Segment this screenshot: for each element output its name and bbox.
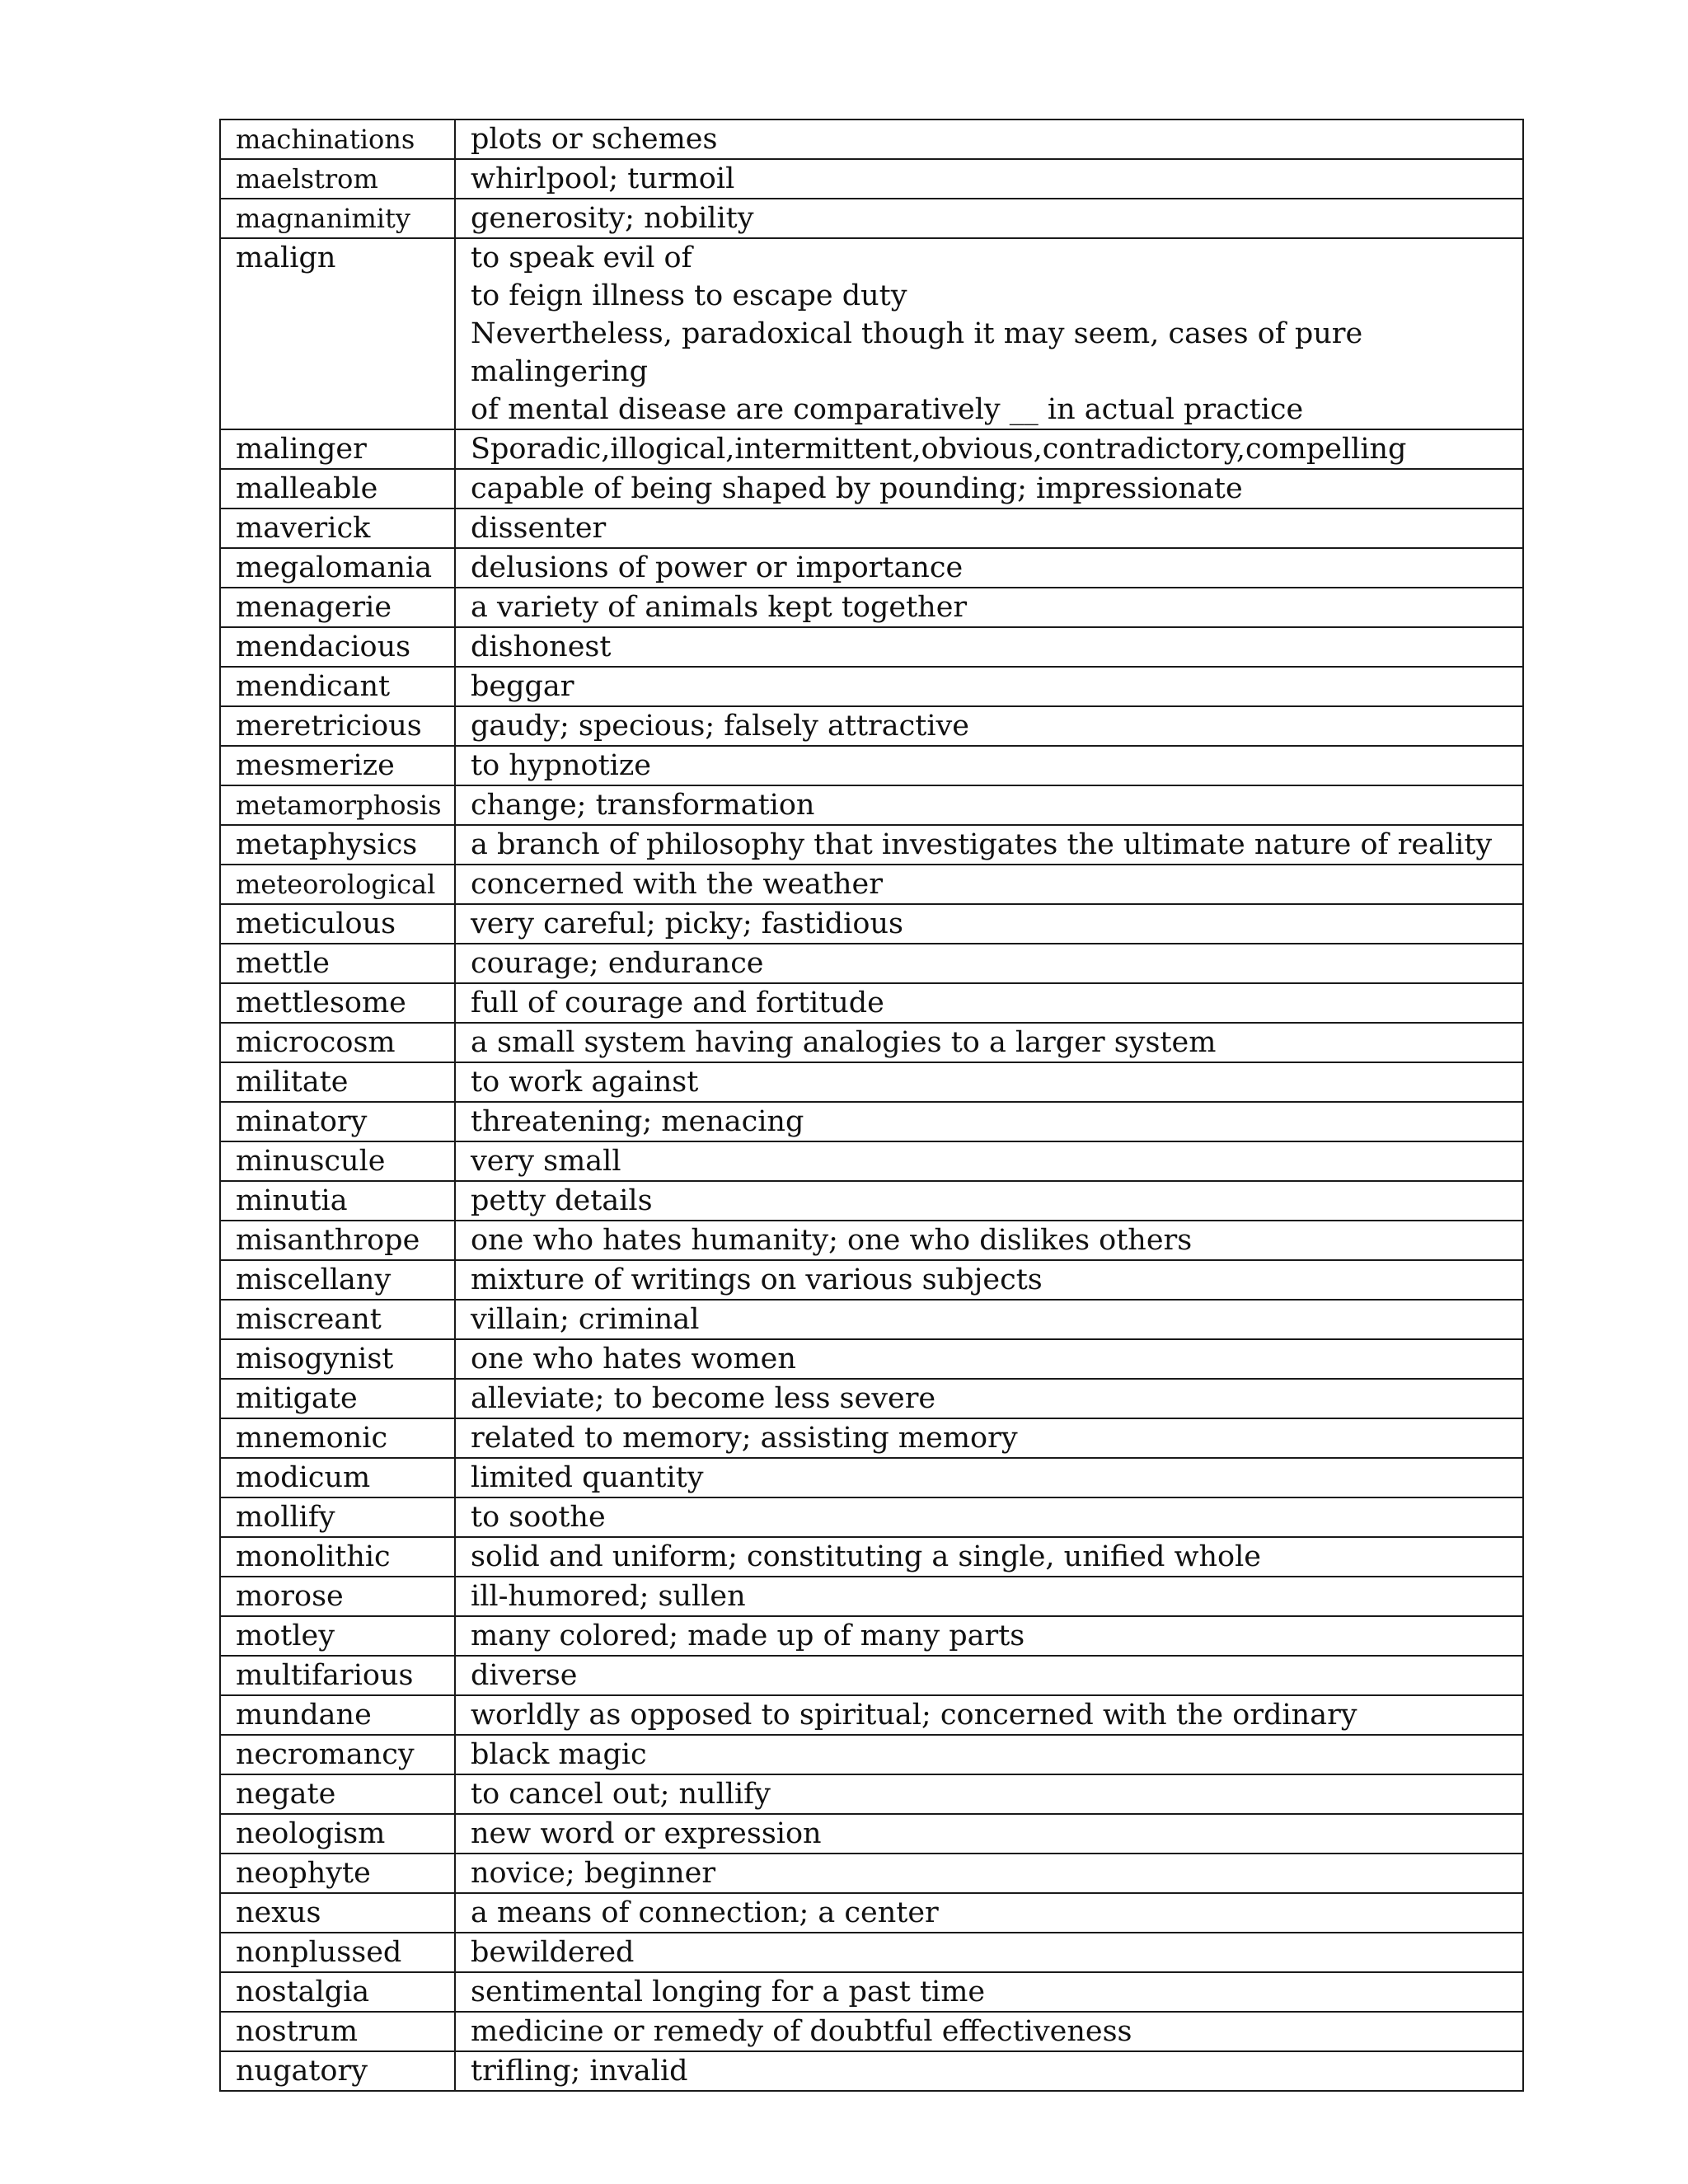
term-cell: menagerie bbox=[220, 588, 455, 627]
definition-cell: sentimental longing for a past time bbox=[455, 1972, 1523, 2012]
term-cell: misanthrope bbox=[220, 1221, 455, 1260]
definition-cell: one who hates women bbox=[455, 1339, 1523, 1379]
term-cell: motley bbox=[220, 1616, 455, 1656]
definition-line: to feign illness to escape duty bbox=[471, 279, 907, 312]
table-row bbox=[220, 1339, 1523, 1379]
term-cell: meteorological bbox=[220, 865, 455, 904]
definition-cell: full of courage and fortitude bbox=[455, 983, 1523, 1023]
table-row bbox=[220, 944, 1523, 983]
term-cell: mettlesome bbox=[220, 983, 455, 1023]
table-row bbox=[220, 983, 1523, 1023]
table-row bbox=[220, 1379, 1523, 1418]
table-row bbox=[220, 2051, 1523, 2091]
table-row bbox=[220, 1260, 1523, 1300]
definition-cell: petty details bbox=[455, 1181, 1523, 1221]
definition-cell: a means of connection; a center bbox=[455, 1893, 1523, 1933]
table-row bbox=[220, 469, 1523, 509]
table-row bbox=[220, 1616, 1523, 1656]
definition-cell: limited quantity bbox=[455, 1458, 1523, 1497]
table-row bbox=[220, 1656, 1523, 1695]
definition-cell: bewildered bbox=[455, 1933, 1523, 1972]
table-row bbox=[220, 1854, 1523, 1893]
table-row bbox=[220, 1102, 1523, 1141]
table-row bbox=[220, 1893, 1523, 1933]
term-cell: morose bbox=[220, 1577, 455, 1616]
definition-cell: villain; criminal bbox=[455, 1300, 1523, 1339]
term-cell: mesmerize bbox=[220, 746, 455, 785]
term-cell: mnemonic bbox=[220, 1418, 455, 1458]
definition-cell: capable of being shaped by pounding; impressionate bbox=[455, 469, 1523, 509]
definition-cell: threatening; menacing bbox=[455, 1102, 1523, 1141]
table-row bbox=[220, 785, 1523, 825]
definition-line: to speak evil of bbox=[471, 241, 692, 274]
term-cell: nostrum bbox=[220, 2012, 455, 2051]
term-cell: mitigate bbox=[220, 1379, 455, 1418]
definition-cell: one who hates humanity; one who dislikes others bbox=[455, 1221, 1523, 1260]
table-row bbox=[220, 1141, 1523, 1181]
definition-cell: courage; endurance bbox=[455, 944, 1523, 983]
term-cell: mundane bbox=[220, 1695, 455, 1735]
term-cell: monolithic bbox=[220, 1537, 455, 1577]
definition-cell: change; transformation bbox=[455, 785, 1523, 825]
definition-cell: to hypnotize bbox=[455, 746, 1523, 785]
definition-cell: related to memory; assisting memory bbox=[455, 1418, 1523, 1458]
term-cell: malinger bbox=[220, 429, 455, 469]
definition-cell: whirlpool; turmoil bbox=[455, 159, 1523, 199]
definition-cell: a branch of philosophy that investigates the ultimate nature of reality bbox=[455, 825, 1523, 865]
term-cell: misogynist bbox=[220, 1339, 455, 1379]
term-cell: malign bbox=[220, 238, 455, 429]
term-cell: minutia bbox=[220, 1181, 455, 1221]
definition-cell: a small system having analogies to a larger system bbox=[455, 1023, 1523, 1062]
term-cell: mollify bbox=[220, 1497, 455, 1537]
table-row bbox=[220, 1023, 1523, 1062]
table-row bbox=[220, 865, 1523, 904]
definition-cell: mixture of writings on various subjects bbox=[455, 1260, 1523, 1300]
definition-cell bbox=[455, 238, 1523, 429]
table-row bbox=[220, 904, 1523, 944]
term-cell: magnanimity bbox=[220, 199, 455, 238]
definition-cell: concerned with the weather bbox=[455, 865, 1523, 904]
term-cell: metaphysics bbox=[220, 825, 455, 865]
table-row bbox=[220, 1497, 1523, 1537]
term-cell: maelstrom bbox=[220, 159, 455, 199]
definition-cell: generosity; nobility bbox=[455, 199, 1523, 238]
definition-line: Nevertheless, paradoxical though it may seem, cases of pure malingering bbox=[471, 317, 1363, 388]
definition-cell: new word or expression bbox=[455, 1814, 1523, 1854]
definition-cell: novice; beginner bbox=[455, 1854, 1523, 1893]
definition-cell: many colored; made up of many parts bbox=[455, 1616, 1523, 1656]
definition-cell: worldly as opposed to spiritual; concerned with the ordinary bbox=[455, 1695, 1523, 1735]
table-row bbox=[220, 1577, 1523, 1616]
term-cell: nonplussed bbox=[220, 1933, 455, 1972]
table-row bbox=[220, 706, 1523, 746]
table-row bbox=[220, 1537, 1523, 1577]
table-row bbox=[220, 159, 1523, 199]
term-cell: meticulous bbox=[220, 904, 455, 944]
vocabulary-table bbox=[219, 119, 1524, 2092]
table-row bbox=[220, 199, 1523, 238]
term-cell: megalomania bbox=[220, 548, 455, 588]
term-cell: nugatory bbox=[220, 2051, 455, 2091]
term-cell: mendicant bbox=[220, 667, 455, 706]
vocabulary-rows bbox=[220, 120, 1523, 2091]
table-row bbox=[220, 1735, 1523, 1774]
table-row bbox=[220, 120, 1523, 159]
table-row bbox=[220, 238, 1523, 429]
term-cell: minuscule bbox=[220, 1141, 455, 1181]
term-cell: mettle bbox=[220, 944, 455, 983]
table-row bbox=[220, 627, 1523, 667]
table-row bbox=[220, 1300, 1523, 1339]
definition-cell: black magic bbox=[455, 1735, 1523, 1774]
term-cell: microcosm bbox=[220, 1023, 455, 1062]
table-row bbox=[220, 429, 1523, 469]
table-row bbox=[220, 825, 1523, 865]
term-cell: metamorphosis bbox=[220, 785, 455, 825]
term-cell: mendacious bbox=[220, 627, 455, 667]
definition-cell: very small bbox=[455, 1141, 1523, 1181]
definition-cell: diverse bbox=[455, 1656, 1523, 1695]
table-row bbox=[220, 1774, 1523, 1814]
definition-cell: Sporadic,illogical,intermittent,obvious,contradictory,compelling bbox=[455, 429, 1523, 469]
term-cell: miscreant bbox=[220, 1300, 455, 1339]
table-row bbox=[220, 509, 1523, 548]
definition-cell: dishonest bbox=[455, 627, 1523, 667]
table-row bbox=[220, 746, 1523, 785]
definition-cell: beggar bbox=[455, 667, 1523, 706]
definition-cell: a variety of animals kept together bbox=[455, 588, 1523, 627]
term-cell: meretricious bbox=[220, 706, 455, 746]
term-cell: minatory bbox=[220, 1102, 455, 1141]
definition-cell: medicine or remedy of doubtful effectiveness bbox=[455, 2012, 1523, 2051]
table-row bbox=[220, 1221, 1523, 1260]
table-row bbox=[220, 1972, 1523, 2012]
term-cell: multifarious bbox=[220, 1656, 455, 1695]
definition-cell: delusions of power or importance bbox=[455, 548, 1523, 588]
definition-cell: plots or schemes bbox=[455, 120, 1523, 159]
table-row bbox=[220, 1458, 1523, 1497]
definition-cell: to cancel out; nullify bbox=[455, 1774, 1523, 1814]
table-row bbox=[220, 1814, 1523, 1854]
term-cell: neologism bbox=[220, 1814, 455, 1854]
definition-cell: gaudy; specious; falsely attractive bbox=[455, 706, 1523, 746]
term-cell: machinations bbox=[220, 120, 455, 159]
term-cell: modicum bbox=[220, 1458, 455, 1497]
term-cell: nexus bbox=[220, 1893, 455, 1933]
table-row bbox=[220, 1062, 1523, 1102]
table-row bbox=[220, 1695, 1523, 1735]
table-row bbox=[220, 2012, 1523, 2051]
definition-cell: to soothe bbox=[455, 1497, 1523, 1537]
table-row bbox=[220, 1418, 1523, 1458]
definition-cell: ill-humored; sullen bbox=[455, 1577, 1523, 1616]
table-row bbox=[220, 548, 1523, 588]
term-cell: necromancy bbox=[220, 1735, 455, 1774]
term-cell: militate bbox=[220, 1062, 455, 1102]
definition-cell: solid and uniform; constituting a single, unified whole bbox=[455, 1537, 1523, 1577]
term-cell: neophyte bbox=[220, 1854, 455, 1893]
definition-cell: dissenter bbox=[455, 509, 1523, 548]
table-row bbox=[220, 1181, 1523, 1221]
term-cell: miscellany bbox=[220, 1260, 455, 1300]
term-cell: nostalgia bbox=[220, 1972, 455, 2012]
table-row bbox=[220, 588, 1523, 627]
term-cell: maverick bbox=[220, 509, 455, 548]
definition-cell: to work against bbox=[455, 1062, 1523, 1102]
term-cell: negate bbox=[220, 1774, 455, 1814]
definition-cell: very careful; picky; fastidious bbox=[455, 904, 1523, 944]
table-row bbox=[220, 1933, 1523, 1972]
definition-line: of mental disease are comparatively __ in actual practice bbox=[471, 393, 1304, 426]
table-row bbox=[220, 667, 1523, 706]
definition-cell: trifling; invalid bbox=[455, 2051, 1523, 2091]
term-cell: malleable bbox=[220, 469, 455, 509]
definition-cell: alleviate; to become less severe bbox=[455, 1379, 1523, 1418]
